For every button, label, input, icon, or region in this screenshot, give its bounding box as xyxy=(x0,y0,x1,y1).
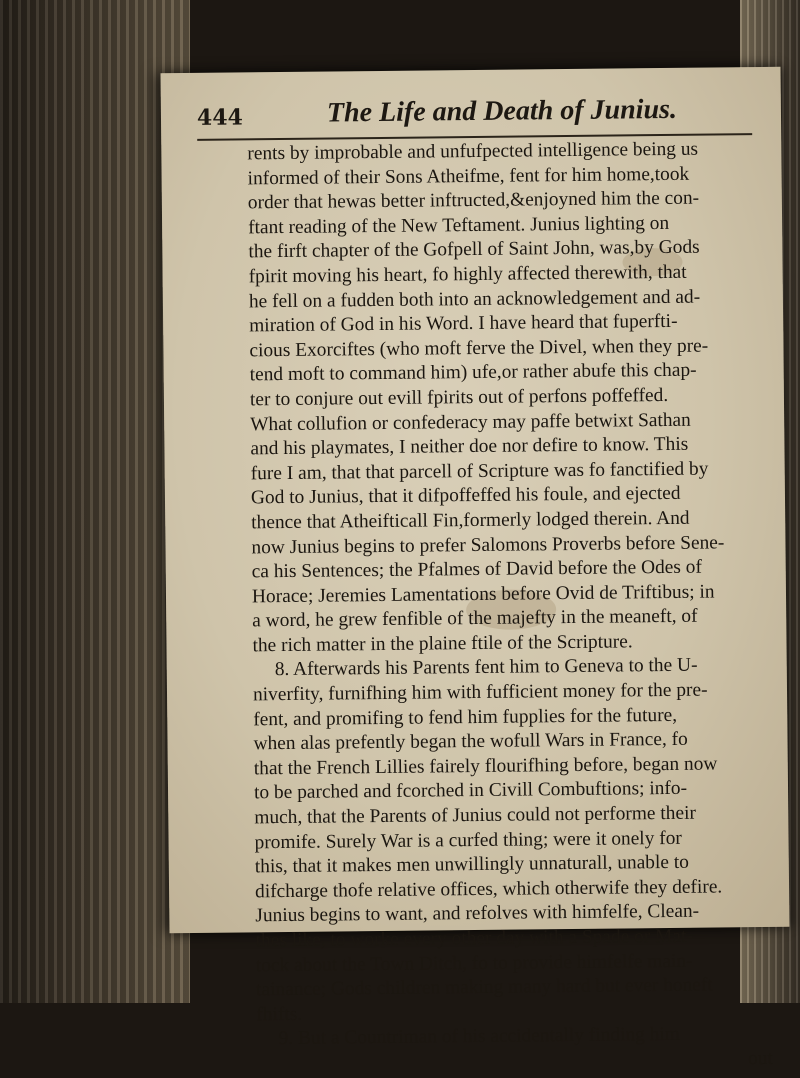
text-line: promife. Surely War is a curfed thing; were it onely for xyxy=(254,827,682,853)
text-line: Junius begins to want, and refolves with himfelfe, Clean- xyxy=(255,901,700,927)
text-line: thence that Atheifticall Fin,formerly lodged therein. And xyxy=(251,507,690,534)
text-line: and his playmates, I neither doe nor defire to know. This xyxy=(250,433,689,460)
text-line: fent, and promifing to fend him fupplies for the future, xyxy=(253,704,678,730)
text-line: a word, he grew fenfible of the majefty in the meaneft, of xyxy=(252,605,698,632)
page-header xyxy=(197,93,757,139)
body-text xyxy=(247,137,777,1077)
text-line: miration of God in his Word. I have heard that fuperfti- xyxy=(249,311,678,337)
text-line: fhifts. xyxy=(256,1003,303,1026)
text-line: tend moft to command him) ufe,or rather abufe this chap- xyxy=(249,360,697,386)
text-line: this, that it makes men unwillingly unnaturall, unable to xyxy=(254,851,689,878)
text-line: informed of their Sons Atheifme, fent for him home,took xyxy=(247,163,690,189)
text-line: fure I am, that that parcell of Scripture was fo fanctified by xyxy=(250,458,709,485)
text-line: Horace; Jeremies Lamentations before Ovid de Triftibus; in xyxy=(251,581,715,608)
text-line: ftant reading of the New Teftament. Junius lighting on xyxy=(248,212,670,239)
text-line: the rich matter in the plaine ftile of the Scripture. xyxy=(252,631,633,657)
text-line: ter to conjure out evill fpirits out of perfons poffeffed. xyxy=(249,384,669,411)
text-line: ca his Sentences; the Pfalmes of David before the Odes of xyxy=(251,556,702,583)
text-line: that the French Lillies fairely flourifhing before, began now xyxy=(253,753,718,780)
text-line: cious Exorciftes (who moft ferve the Divel, when they pre- xyxy=(249,335,709,362)
running-title: The Life and Death of Junius. xyxy=(326,93,678,129)
text-line: when alas prefently began the wofull Wars in France, fo xyxy=(253,729,688,755)
text-line: tock about the Town Ditch, fo to provide himfelfe main- xyxy=(255,950,693,976)
text-line: he fell on a fudden both into an acknowledgement and ad- xyxy=(248,286,701,312)
book-page xyxy=(161,67,790,1070)
text-line: rents by improbable and unfufpected intelligence being us xyxy=(247,138,699,165)
text-line: thes like, to worke every other day with a Spade or Mat- xyxy=(255,925,693,952)
page-number: 444 xyxy=(196,104,244,131)
paragraph-start-line: 9. But a Countriman of his accidentally finding him xyxy=(278,1024,680,1050)
text-line: to be parched and fcorched in Civill Combuftions; info- xyxy=(253,778,688,804)
paragraph-start-line: 8. Afterwards his Parents fent him to Geneva to the U- xyxy=(274,655,698,681)
text-line: much, that the Parents of Junius could not performe their xyxy=(254,802,696,829)
text-line: tainance; Gods children making many hard but ever honeft xyxy=(256,974,713,1001)
text-line: difcharge thofe relative offices, which otherwife they defire. xyxy=(254,876,723,903)
text-line: order that hewas better inftructed,&enjoyned him the con- xyxy=(247,187,700,214)
text-line: niverfity, furnifhing him with fufficient money for the pre- xyxy=(252,679,708,706)
catchword: out xyxy=(747,1047,773,1070)
text-line: the firft chapter of the Gofpell of Saint John, was,by Gods xyxy=(248,237,700,263)
text-line: fpirit moving his heart, fo highly affected therewith, that xyxy=(248,261,687,288)
text-line: God to Junius, that it difpoffeffed his foule, and ejected xyxy=(250,483,681,509)
text-line: What collufion or confederacy may paffe betwixt Sathan xyxy=(250,409,691,435)
text-line: now Junius begins to prefer Salomons Proverbs before Sene- xyxy=(251,531,725,558)
